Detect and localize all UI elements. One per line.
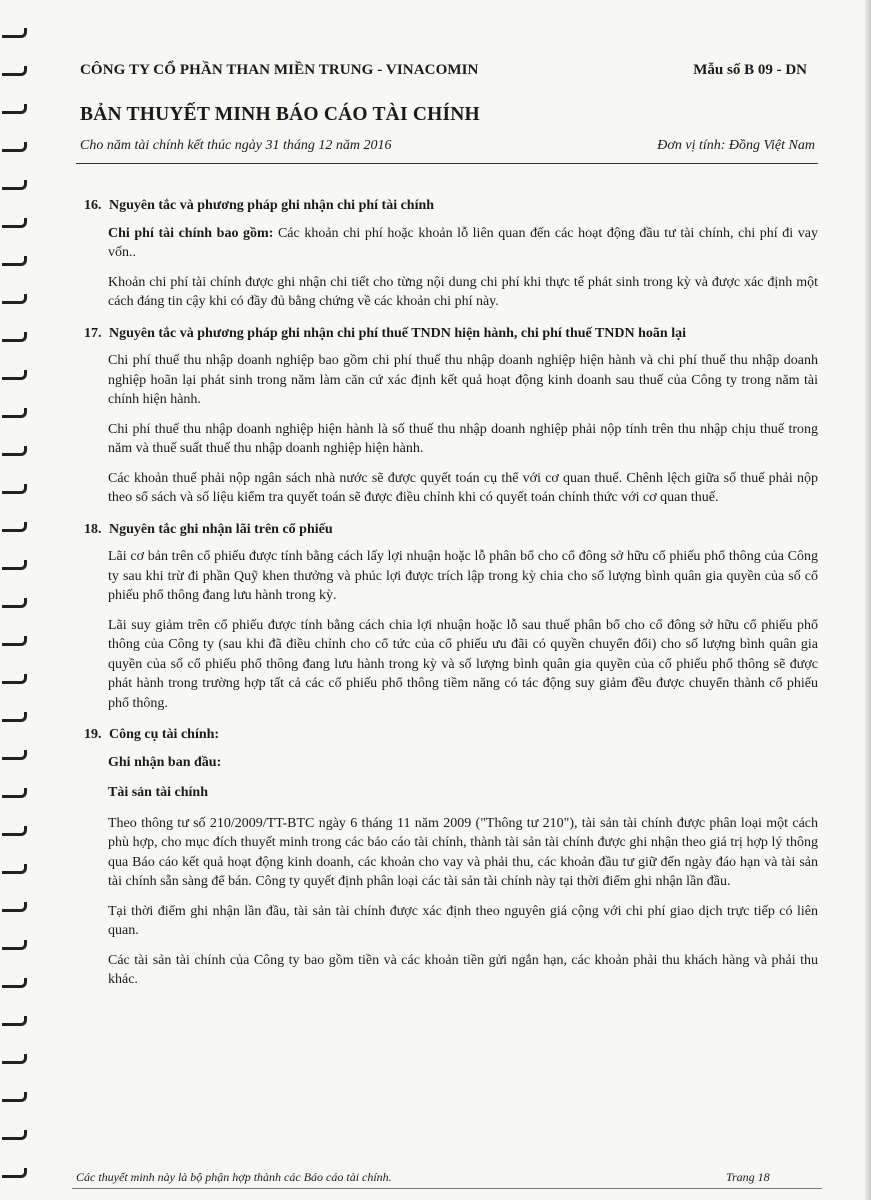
- binding-ring: [2, 978, 27, 988]
- paragraph: Lãi cơ bản trên cổ phiếu được tính bằng cách lấy lợi nhuận hoặc lỗ phân bổ cho cổ đông sở hữu cổ phiếu phổ thông của Công ty sau khi trừ đi phần Quỹ khen thưởng và phúc lợi được trích lập trong kỳ chia cho số lượng bình quân gia quyền của số cổ phiếu phổ thông đang lưu hành trong kỳ.: [108, 549, 818, 603]
- binding-ring: [2, 1092, 27, 1102]
- form-number: Mẫu số B 09 - DN: [693, 62, 807, 78]
- header-divider: [76, 163, 818, 164]
- binding-ring: [2, 750, 27, 760]
- binding-ring: [2, 902, 27, 912]
- paragraph: Lãi suy giảm trên cổ phiếu được tính bằng cách chia lợi nhuận hoặc lỗ sau thuế phân bổ cho cổ đông sở hữu cổ phiếu phổ thông của Công ty (sau khi đã điều chỉnh cho cổ tức của cổ phiếu ưu đãi có quyền chuyển đổi) cho số lượng bình quân gia quyền của số cổ phiếu phổ thông đang lưu hành trong kỳ và số lượng bình quân gia quyền của cổ phiếu phổ thông sẽ được phát hành trong trường hợp tất cả các cổ phiếu phổ thông tiềm năng có tác động suy giảm đều được chuyển thành cổ phiếu phổ thông.: [108, 617, 818, 711]
- page-edge: [865, 0, 871, 1200]
- binding-ring: [2, 826, 27, 836]
- page-number: Trang 18: [726, 1170, 770, 1184]
- paragraph: Khoản chi phí tài chính được ghi nhận chi tiết cho từng nội dung chi phí khi thực tế phát sinh trong kỳ và được xác định một cách đáng tin cậy khi có đầy đủ bằng chứng về các khoản chi phí này.: [108, 274, 818, 309]
- binding-ring: [2, 28, 27, 38]
- binding-ring: [2, 598, 27, 608]
- subheading-initial-recognition: Ghi nhận ban đầu:: [108, 754, 222, 770]
- document-body: [80, 196, 818, 1000]
- binding-ring: [2, 332, 27, 342]
- paragraph: Các tài sản tài chính của Công ty bao gồm tiền và các khoản tiền gửi ngắn hạn, các khoản phải thu khách hàng và phải thu khác.: [108, 952, 818, 987]
- binding-ring: [2, 1130, 27, 1140]
- paragraph: Chi phí tài chính bao gồm: Các khoản chi phí hoặc khoản lỗ liên quan đến các hoạt động đầu tư tài chính, chi phí đi vay vốn..: [108, 225, 818, 260]
- binding-ring: [2, 180, 27, 190]
- binding-ring: [2, 142, 27, 152]
- binding-ring: [2, 674, 27, 684]
- paragraph: Các khoản thuế phải nộp ngân sách nhà nước sẽ được quyết toán cụ thể với cơ quan thuế. Chênh lệch giữa số thuế phải nộp theo sổ sách và số liệu kiểm tra quyết toán sẽ được điều chỉnh khi có quyết toán chính thức với cơ quan thuế.: [108, 470, 818, 505]
- binding-ring: [2, 1016, 27, 1026]
- binding-ring: [2, 788, 27, 798]
- section-heading-17: 17. Nguyên tắc và phương pháp ghi nhận chi phí thuế TNDN hiện hành, chi phí thuế TNDN hoãn lại: [84, 325, 686, 341]
- binding-ring: [2, 712, 27, 722]
- footer-note: Các thuyết minh này là bộ phận hợp thành các Báo cáo tài chính.: [76, 1170, 392, 1184]
- binding-ring: [2, 1168, 27, 1178]
- binding-ring: [2, 636, 27, 646]
- binding-ring: [2, 1054, 27, 1064]
- binding-ring: [2, 370, 27, 380]
- binding-ring: [2, 408, 27, 418]
- binding-ring: [2, 560, 27, 570]
- binding-ring: [2, 940, 27, 950]
- binding-ring: [2, 522, 27, 532]
- binding-ring: [2, 294, 27, 304]
- paragraph: Tại thời điểm ghi nhận lần đầu, tài sản tài chính được xác định theo nguyên giá cộng với chi phí giao dịch trực tiếp có liên quan.: [108, 903, 818, 938]
- binding-ring: [2, 104, 27, 114]
- section-heading-19: 19. Công cụ tài chính:: [84, 727, 220, 742]
- binding-ring: [2, 66, 27, 76]
- footer-divider: [72, 1188, 822, 1189]
- subheading-financial-assets: Tài sản tài chính: [108, 785, 208, 800]
- currency-unit: Đơn vị tính: Đồng Việt Nam: [657, 138, 815, 153]
- paragraph: Chi phí thuế thu nhập doanh nghiệp hiện hành là số thuế thu nhập doanh nghiệp phải nộp tính trên thu nhập chịu thuế trong năm và thuế suất thuế thu nhập doanh nghiệp hiện hành.: [108, 421, 818, 456]
- fiscal-period: Cho năm tài chính kết thúc ngày 31 tháng 12 năm 2016: [80, 138, 392, 153]
- company-name: CÔNG TY CỔ PHẦN THAN MIỀN TRUNG - VINACOMIN: [80, 62, 479, 78]
- binding-ring: [2, 446, 27, 456]
- binding-ring: [2, 484, 27, 494]
- binding-ring: [2, 218, 27, 228]
- binding-ring: [2, 256, 27, 266]
- paragraph: Chi phí thuế thu nhập doanh nghiệp bao gồm chi phí thuế thu nhập doanh nghiệp hiện hành và chi phí thuế thu nhập doanh nghiệp hoãn lại phát sinh trong năm làm căn cứ xác định kết quả hoạt động kinh doanh sau thuế của Công ty trong năm tài chính hiện hành.: [108, 353, 818, 407]
- paragraph: Theo thông tư số 210/2009/TT-BTC ngày 6 tháng 11 năm 2009 ("Thông tư 210"), tài sản tài chính được phân loại một cách phù hợp, cho mục đích thuyết minh trong các báo cáo tài chính, thành tài sản tài chính được ghi nhận theo giá trị hợp lý thông qua Báo cáo kết quả hoạt động kinh doanh, các khoản cho vay và phải thu, các khoản đầu tư giữ đến ngày đáo hạn và tài sản tài chính sẵn sàng để bán. Công ty quyết định phân loại các tài sản tài chính này tại thời điểm ghi nhận lần đầu.: [108, 815, 818, 889]
- binding-ring: [2, 864, 27, 874]
- document-title: BẢN THUYẾT MINH BÁO CÁO TÀI CHÍNH: [80, 104, 480, 125]
- spiral-binding: [0, 0, 26, 1200]
- section-heading-16: 16. Nguyên tắc và phương pháp ghi nhận chi phí tài chính: [84, 198, 435, 213]
- section-heading-18: 18. Nguyên tắc ghi nhận lãi trên cổ phiếu: [84, 521, 333, 537]
